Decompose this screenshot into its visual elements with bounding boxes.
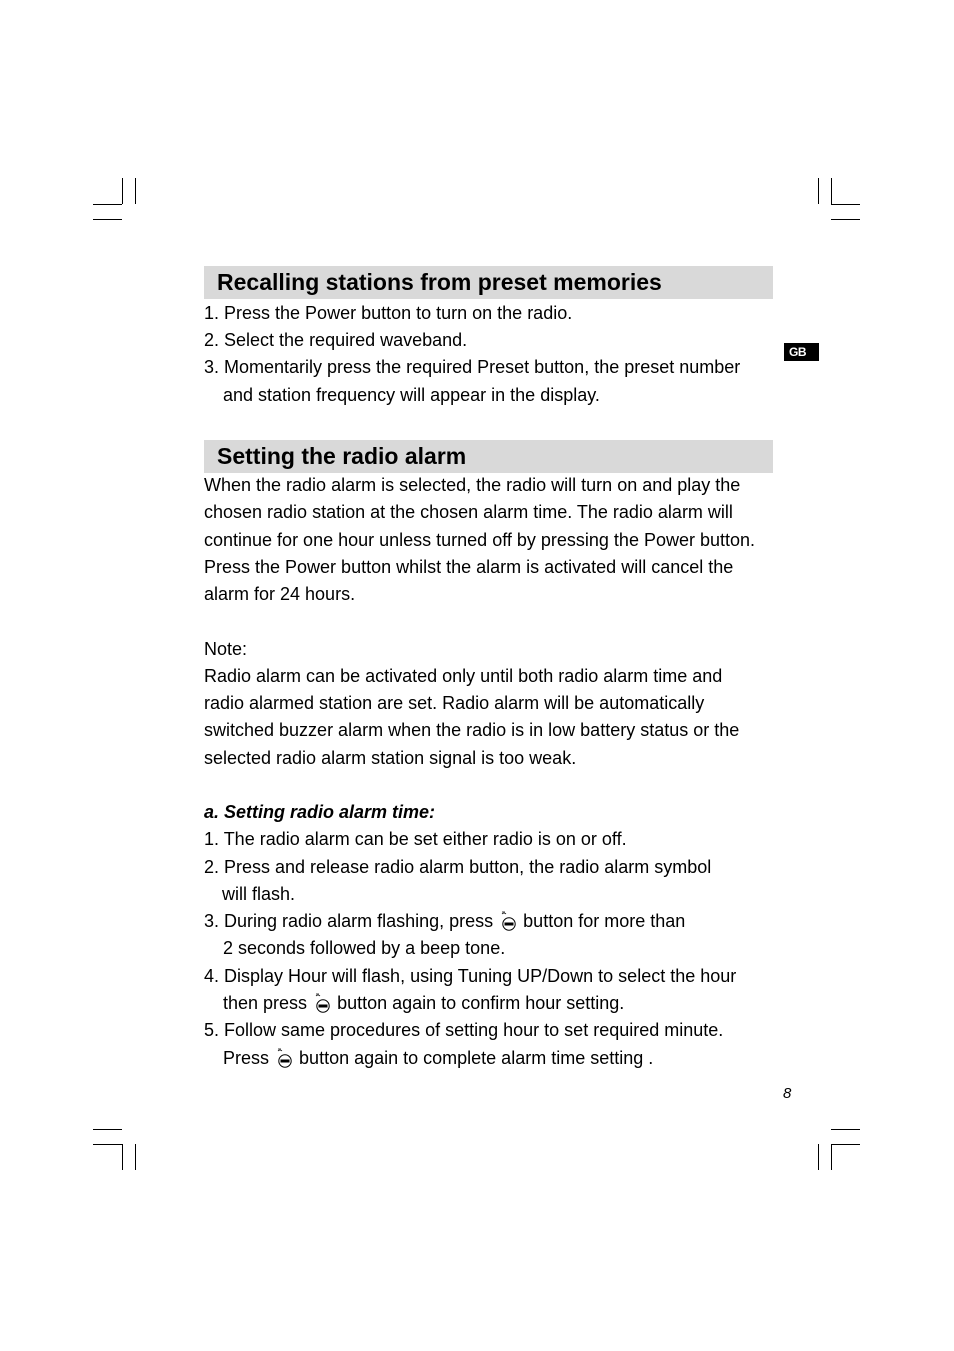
crop-mark	[818, 1144, 819, 1170]
intro-line: When the radio alarm is selected, the radio will turn on and play the	[204, 475, 741, 495]
alarm-step-4: 4. Display Hour will flash, using Tuning UP/Down to select the hour	[204, 966, 737, 986]
section-heading-recalling	[204, 266, 773, 299]
note-line: radio alarmed station are set. Radio alarm will be automatically	[204, 693, 705, 713]
step-3-continued: and station frequency will appear in the display.	[223, 385, 600, 405]
step-1: 1. Press the Power button to turn on the radio.	[204, 303, 573, 323]
radio-alarm-button-icon	[276, 1048, 292, 1068]
crop-mark	[93, 219, 122, 220]
radio-alarm-button-icon	[314, 993, 330, 1013]
language-tab: GB	[784, 343, 819, 361]
step-3: 3. Momentarily press the required Preset button, the preset number	[204, 357, 741, 377]
section-title: Setting the radio alarm	[217, 443, 467, 469]
crop-mark	[93, 1144, 122, 1145]
alarm-step-4-continued	[223, 992, 624, 1014]
crop-mark	[831, 1144, 860, 1145]
crop-mark	[122, 1144, 123, 1170]
crop-mark	[818, 178, 819, 204]
crop-mark	[831, 204, 860, 205]
alarm-step-2-continued: will flash.	[222, 884, 296, 904]
alarm-step-3-text-after: button for more than	[523, 911, 686, 931]
alarm-step-2: 2. Press and release radio alarm button, the radio alarm symbol	[204, 857, 712, 877]
crop-mark	[831, 178, 832, 204]
section-title: Recalling stations from preset memories	[217, 269, 662, 295]
alarm-step-5: 5. Follow same procedures of setting hour to set required minute.	[204, 1020, 724, 1040]
crop-mark	[93, 204, 122, 205]
alarm-step-4-text-after: button again to confirm hour setting.	[337, 993, 625, 1013]
note-label: Note:	[204, 639, 248, 659]
alarm-step-3-text: 3. During radio alarm flashing, press	[204, 911, 494, 931]
radio-alarm-button-icon	[500, 911, 516, 931]
step-2: 2. Select the required waveband.	[204, 330, 468, 350]
alarm-step-5-text: Press	[223, 1048, 270, 1068]
note-line: selected radio alarm station signal is too weak.	[204, 748, 577, 768]
crop-mark	[135, 1144, 136, 1170]
intro-line: Press the Power button whilst the alarm is activated will cancel the	[204, 557, 734, 577]
alarm-step-1: 1. The radio alarm can be set either radio is on or off.	[204, 829, 627, 849]
alarm-step-5-text-after: button again to complete alarm time setting .	[299, 1048, 654, 1068]
crop-mark	[831, 219, 860, 220]
note-line: switched buzzer alarm when the radio is in low battery status or the	[204, 720, 740, 740]
note-line: Radio alarm can be activated only until both radio alarm time and	[204, 666, 723, 686]
crop-mark	[135, 178, 136, 204]
intro-line: alarm for 24 hours.	[204, 584, 356, 604]
crop-mark	[93, 1129, 122, 1130]
subsection-title: a. Setting radio alarm time:	[204, 802, 436, 822]
crop-mark	[122, 178, 123, 204]
crop-mark	[831, 1129, 860, 1130]
page-number: 8	[783, 1085, 792, 1102]
crop-mark	[831, 1144, 832, 1170]
section-heading-radio-alarm	[204, 440, 773, 473]
alarm-step-4-text: then press	[223, 993, 308, 1013]
alarm-step-3-continued: 2 seconds followed by a beep tone.	[223, 938, 506, 958]
intro-line: chosen radio station at the chosen alarm time. The radio alarm will	[204, 502, 733, 522]
alarm-step-5-continued	[223, 1047, 653, 1069]
intro-line: continue for one hour unless turned off by pressing the Power button.	[204, 530, 756, 550]
alarm-step-3	[204, 910, 685, 932]
